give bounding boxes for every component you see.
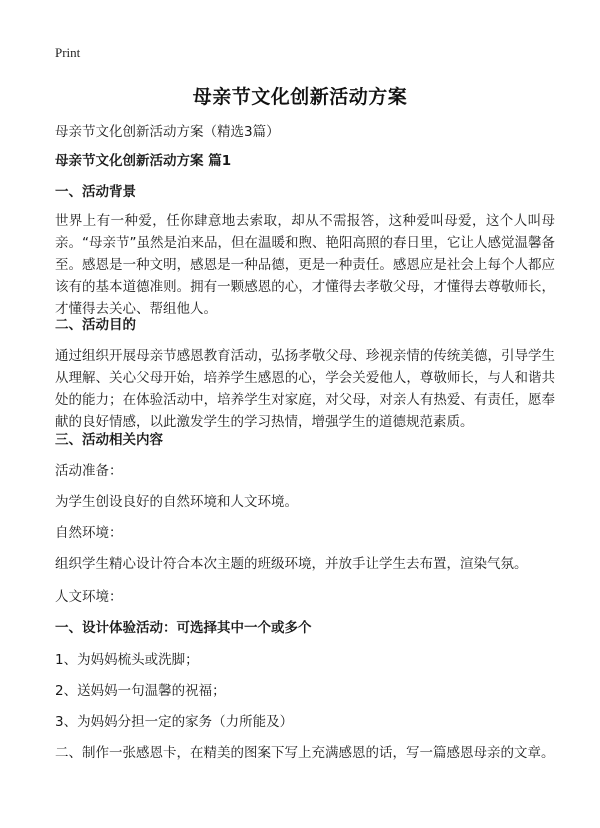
natural-env-label: 自然环境：: [55, 525, 123, 541]
section-background-heading: 一、活动背景: [55, 184, 136, 200]
print-label[interactable]: Print: [55, 45, 81, 60]
humanity-env-label: 人文环境：: [55, 589, 123, 605]
list-item: 1、为妈妈梳头或洗脚；: [55, 652, 199, 668]
natural-env-text: 组织学生精心设计符合本次主题的班级环境，并放手让学生去布置，渲染气氛。: [55, 556, 528, 572]
prep-label: 活动准备：: [55, 463, 123, 479]
article-heading: 母亲节文化创新活动方案 篇1: [55, 153, 232, 169]
document-title: 母亲节文化创新活动方案: [192, 86, 408, 108]
prep-text: 为学生创设良好的自然环境和人文环境。: [55, 494, 298, 510]
list-item: 3、为妈妈分担一定的家务（力所能及）: [55, 714, 294, 730]
section-content-heading: 三、活动相关内容: [55, 432, 163, 448]
section-purpose-text: 通过组织开展母亲节感恩教育活动，弘扬孝敬父母、珍视亲情的传统美德，引导学生从理解、关心父母开始，培养学生感恩的心，学会关爱他人，尊敬师长，与人和谐共处的能力；在体验活动中，培养学生对家庭，对父母，对亲人有热爱、有责任，愿奉献的良好情感，以此激发学生的学习热情，增强学生的道德规范素质。: [55, 348, 555, 430]
list-item: 2、送妈妈一句温馨的祝福；: [55, 683, 226, 699]
design-activity-heading: 一、设计体验活动：可选择其中一个或多个: [55, 620, 312, 636]
section-background-text: 世界上有一种爱，任你肆意地去索取，却从不需报答，这种爱叫母爱，这个人叫母亲。“母亲节”虽然是泊来品，但在温暖和煦、艳阳高照的春日里，它让人感觉温馨备至。感恩是一种文明，感恩是一种品德，更是一种责任。感恩应是社会上每个人都应该有的基本道德准则。拥有一颗感恩的心，才懂得去孝敬父母，才懂得去尊敬师长，才懂得去关心、帮组他人。: [55, 213, 555, 317]
section-purpose-heading: 二、活动目的: [55, 317, 136, 333]
card-text: 二、制作一张感恩卡，在精美的图案下写上充满感恩的话，写一篇感恩母亲的文章。: [55, 745, 555, 761]
document-subtitle: 母亲节文化创新活动方案（精选3篇）: [55, 124, 280, 140]
